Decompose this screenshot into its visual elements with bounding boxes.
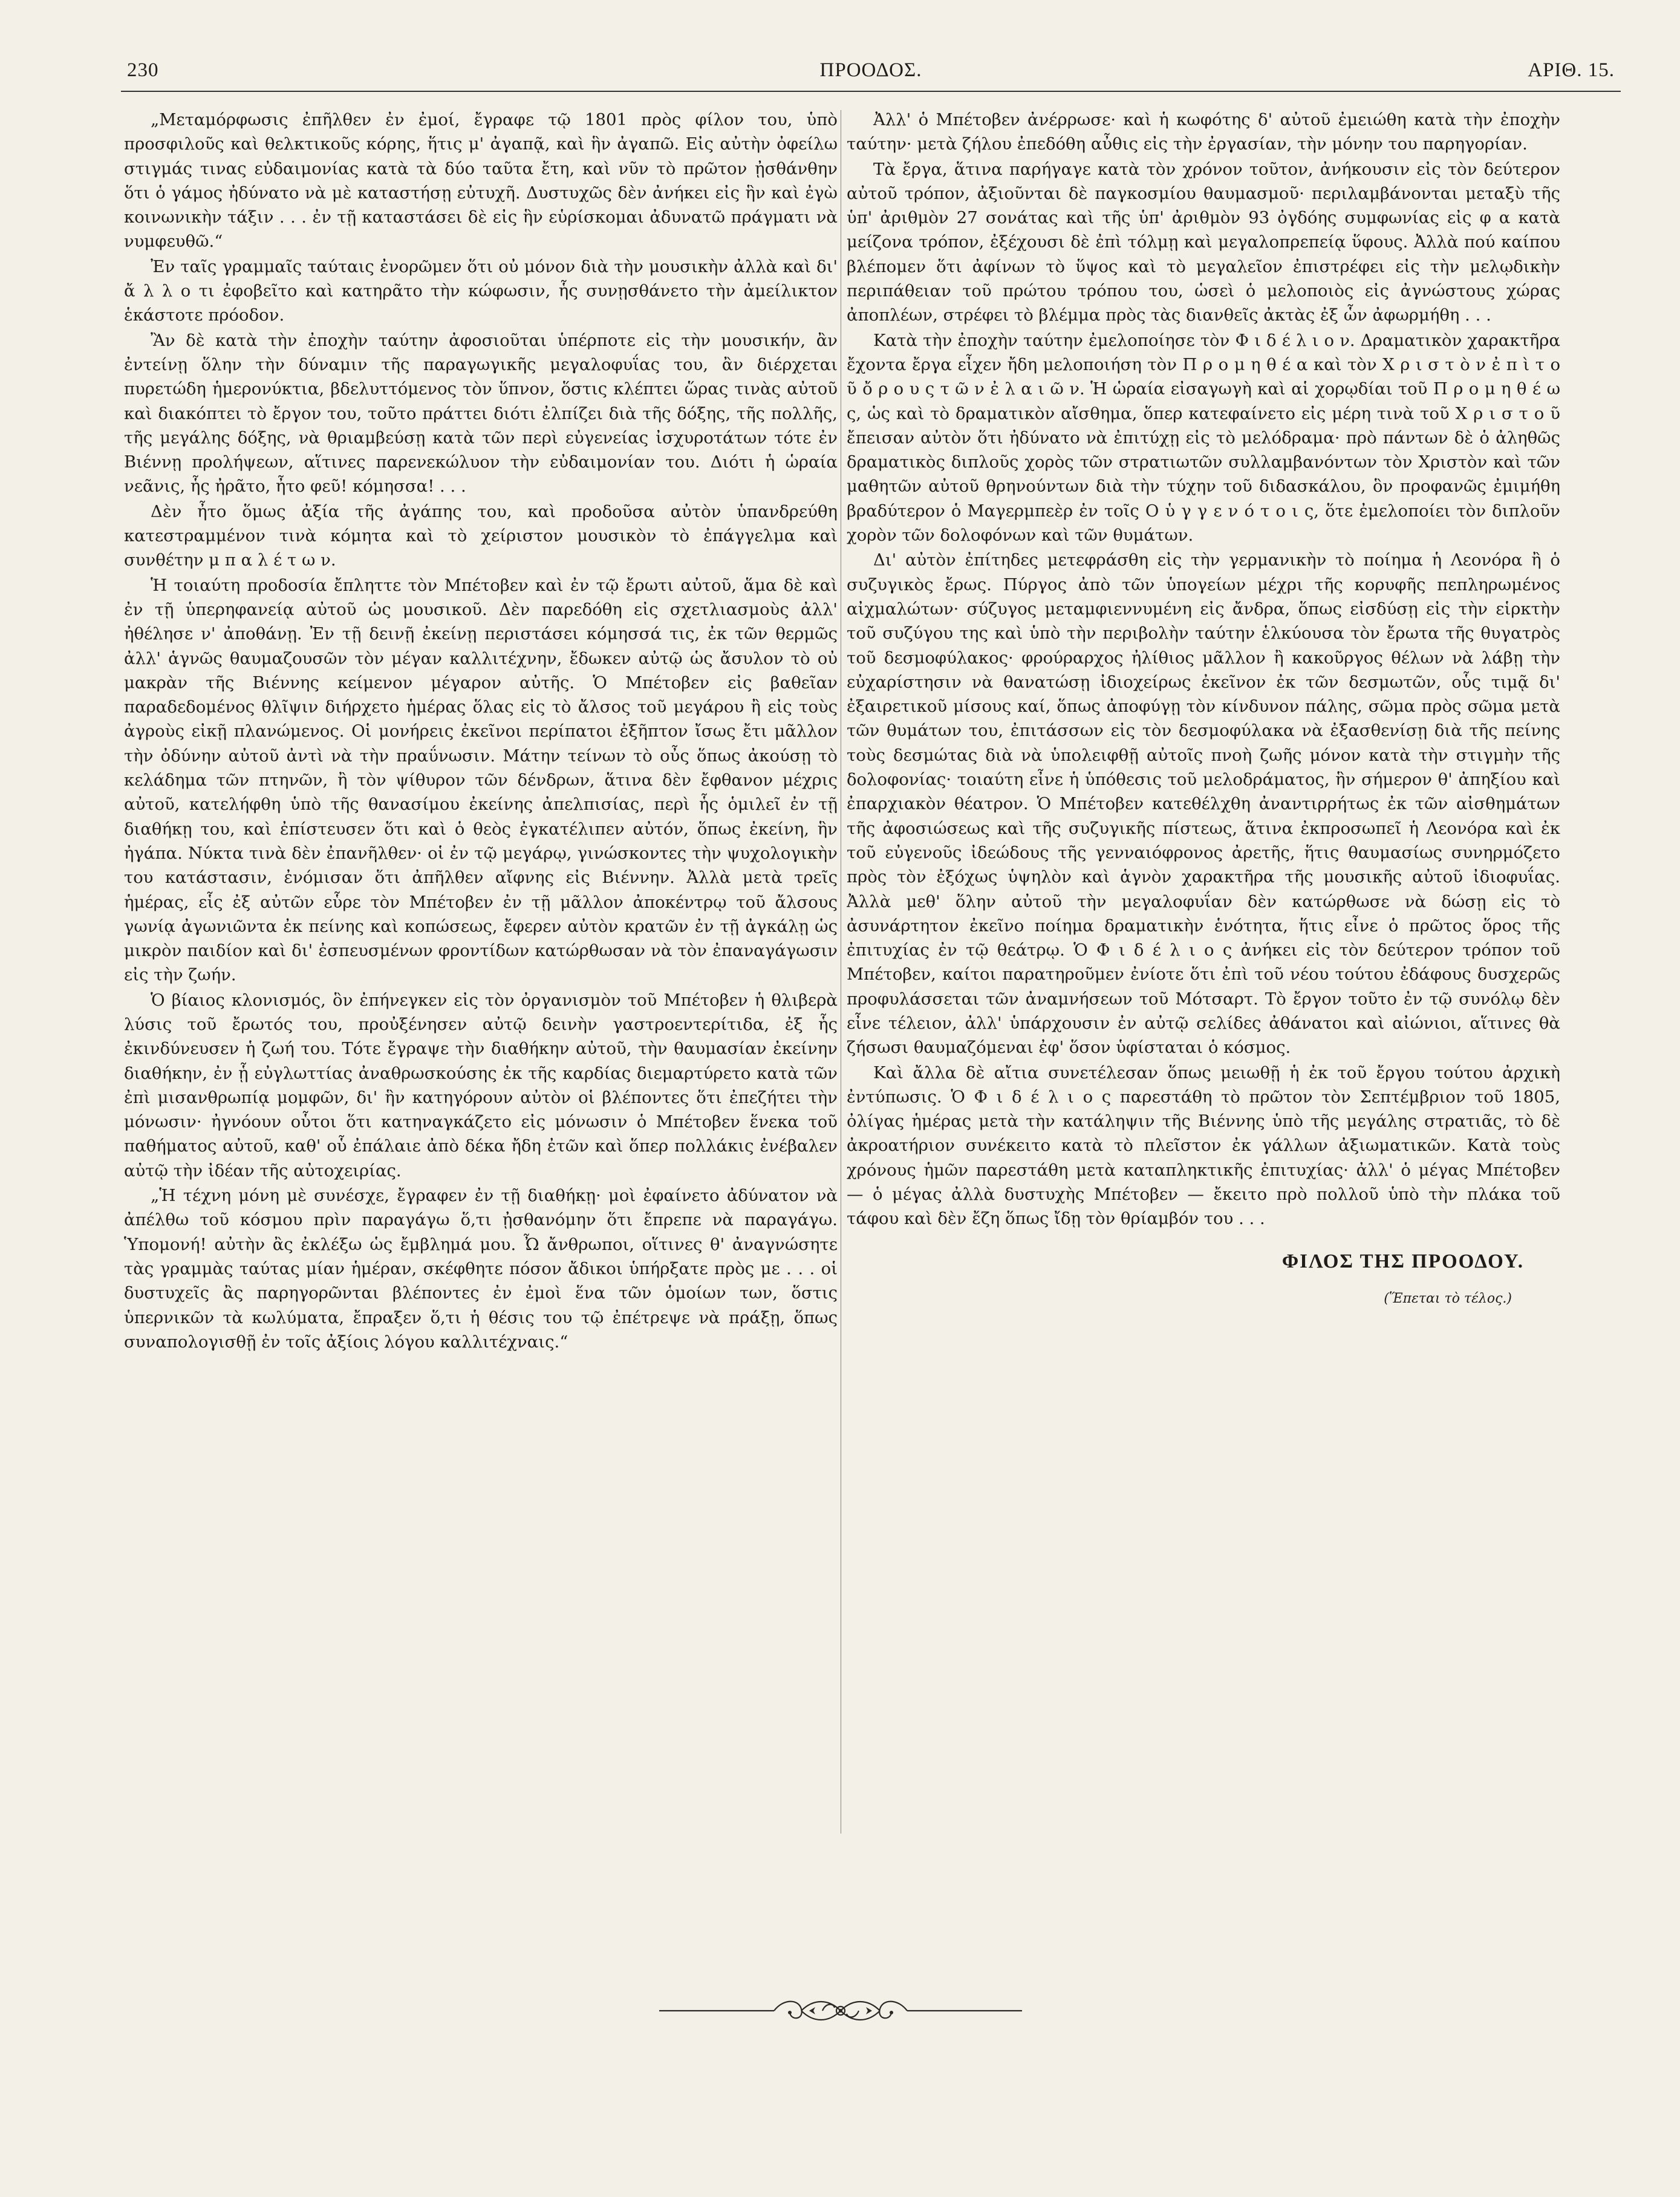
publication-title: ΠΡΟΟΔΟΣ. bbox=[819, 59, 922, 81]
page-header bbox=[121, 56, 1621, 92]
paragraph: „Μεταμόρφωσις ἐπῆλθεν ἐν ἐμοί, ἔγραφε τῷ 1801 πρὸς φίλον του, ὑπὸ προσφιλοῦς καὶ θελκτικοῦς κόρης, ἥτις μ' ἀγαπᾷ, καὶ ἣν ἀγαπῶ. Εἰς αὐτὴν ὀφείλω στιγμάς τινας εὐδαιμονίας κατὰ τὰ δύο ταῦτα ἔτη, καὶ νῦν τὸ πρῶτον ᾐσθάνθην ὅτι ὁ γάμος ἠδύνατο νὰ μὲ καταστήσῃ εὐτυχῆ. Δυστυχῶς δὲν ἀνήκει εἰς ἣν καὶ ἐγὼ κοινωνικὴν τάξιν . . . ἐν τῇ καταστάσει δὲ εἰς ἣν εὑρίσκομαι ἀδυνατῶ πράγματι νὰ νυμφευθῶ.“ bbox=[124, 110, 838, 252]
paragraph: Δι' αὐτὸν ἐπίτηδες μετεφράσθη εἰς τὴν γερμανικὴν τὸ ποίημα ἡ Λεονόρα ἢ ὁ συζυγικὸς ἔρως. Πύργος ἀπὸ τῶν ὑπογείων μέχρι τῆς κορυφῆς πεπληρωμένος αἰχμαλώτων· σύζυγος μεταμφιεννυμένη εἰς ἄνδρα, ὅπως εἰσδύσῃ εἰς τὴν εἱρκτὴν τοῦ συζύγου της καὶ ὑπὸ τὴν περιβολὴν ταύτην ἑλκύουσα τὸν ἔρωτα τῆς θυγατρὸς τοῦ δεσμοφύλακος· φρούραρχος ἠλίθιος μᾶλλον ἢ κακοῦργος θέλων νὰ λάβῃ τὴν εὐχαρίστησιν νὰ θανατώσῃ ἰδιοχείρως ἐκεῖνον ἐκ τῶν δεσμωτῶν, οὗς τιμᾷ δι' ἐξαιρετικοῦ μίσους καί, ὅπως ἀποφύγῃ τὸν κίνδυνον πάλης, σῶμα πρὸς σῶμα μετὰ τῶν θυμάτων του, ἐπιτάσσων εἰς τὸν δεσμοφύλακα νὰ ἐξασθενίσῃ διὰ τῆς πείνης τοὺς δεσμώτας διὰ νὰ ὑπολειφθῇ αὐτοῖς πνοὴ ζωῆς μόνον κατὰ τὴν στιγμὴν τῆς δολοφονίας· τοιαύτη εἶνε ἡ ὑπόθεσις τοῦ μελοδράματος, ἣν σήμερον θ' ἀπηξίου καὶ ἐπαρχιακὸν θέατρον. Ὁ Μπέτοβεν κατεθέλχθη ἀναντιρρήτως ἐκ τῶν αἰσθημάτων τῆς ἀφοσιώσεως καὶ τῆς συζυγικῆς πίστεως, ἅτινα ἐκπροσωπεῖ ἡ Λεονόρα καὶ ἐκ τοῦ εὐγενοῦς ἰδεώδους τῆς γενναιόφρονος ἀρετῆς, ἥτις θαυμασίως συνηρμόζετο πρὸς τὸν ἐξόχως ὑψηλὸν καὶ ἁγνὸν χαρακτῆρα τῆς μουσικῆς αὐτοῦ ἰδιοφυΐας. Ἀλλὰ μεθ' ὅλην αὐτοῦ τὴν μεγαλοφυΐαν δὲν κατώρθωσε νὰ δώσῃ εἰς τὸ ἀσυνάρτητον ἐκεῖνο ποίημα δραματικὴν ἑνότητα, ἥτις εἶνε ὁ πρῶτος ὅρος τῆς ἐπιτυχίας ἐν τῷ θεάτρῳ. Ὁ Φ ι δ έ λ ι ο ς ἀνήκει εἰς τὸν δεύτερον τρόπον τοῦ Μπέτοβεν, καίτοι παρατηροῦμεν ἐνίοτε ὅτι ἐπὶ τοῦ νέου τούτου ἐδάφους δυσχερῶς προφυλάσσεται τῶν ἀναμνήσεων τοῦ Μότσαρτ. Τὸ ἔργον τοῦτο ἐν τῷ συνόλῳ δὲν εἶνε τέλειον, ἀλλ' ὑπάρχουσιν ἐν αὐτῷ σελίδες ἀθάνατοι καὶ αἰώνιοι, αἵτινες θὰ ζήσωσι θαυμαζόμεναι ἐφ' ὅσον ὑφίσταται ὁ κόσμος. bbox=[847, 550, 1560, 1058]
page-number: 230 bbox=[127, 59, 159, 81]
paragraph: Κατὰ τὴν ἐποχὴν ταύτην ἐμελοποίησε τὸν Φ ι δ έ λ ι ο ν. Δραματικὸν χαρακτῆρα ἔχοντα ἔργα εἶχεν ἤδη μελοποιήση τὸν Π ρ ο μ η θ έ α καὶ τὸν Χ ρ ι σ τ ὸ ν ἐ π ὶ τ ο ῦ ὄ ρ ο υ ς τ ῶ ν ἐ λ α ι ῶ ν. Ἡ ὡραία εἰσαγωγὴ καὶ αἱ χορῳδίαι τοῦ Π ρ ο μ η θ έ ω ς, ὡς καὶ τὸ δραματικὸν αἴσθημα, ὅπερ κατεφαίνετο εἰς μέρη τινὰ τοῦ Χ ρ ι σ τ ο ῦ ἔπεισαν αὐτὸν ὅτι ἠδύνατο νὰ ἐπιτύχῃ εἰς τὸ μελόδραμα· πρὸ πάντων δὲ ὁ ἀληθῶς δραματικὸς διπλοῦς χορὸς τῶν στρατιωτῶν συλλαμβανόντων τὸν Χριστὸν καὶ τῶν μαθητῶν αὐτοῦ θρηνούντων διὰ τὴν τύχην τοῦ διδασκάλου, ὃν προφανῶς ἐμιμήθη βραδύτερον ὁ Μαγερμπεὲρ ἐν τοῖς Ο ὑ γ γ ε ν ό τ ο ι ς, ὅτε ἐμελοποίει τὸν διπλοῦν χορὸν τῶν δολοφόνων καὶ τῶν θυμάτων. bbox=[847, 330, 1560, 545]
paragraph: Ὁ βίαιος κλονισμός, ὃν ἐπήνεγκεν εἰς τὸν ὀργανισμὸν τοῦ Μπέτοβεν ἡ θλιβερὰ λύσις τοῦ ἔρωτός του, προὐξένησεν αὐτῷ δεινὴν γαστροεντερίτιδα, ἐξ ἧς ἐκινδύνευσεν ἡ ζωή του. Τότε ἔγραψε τὴν διαθήκην αὐτοῦ, τὴν θαυμασίαν ἐκείνην διαθήκην, ἐν ᾗ εὐγλωττίας ἀναθρωσκούσης ἐκ τῆς καρδίας διεμαρτύρετο κατὰ τῶν ἐπὶ μισανθρωπίᾳ μομφῶν, δι' ἣν κατηγόρουν αὐτὸν οἱ βλέποντες ὅτι ἐπεζήτει τὴν μόνωσιν· ἠγνόουν οὗτοι ὅτι κατηναγκάζετο εἰς μόνωσιν ὁ Μπέτοβεν ἕνεκα τοῦ παθήματος αὐτοῦ, καθ' οὗ ἐπάλαιε ἀπὸ δέκα ἤδη ἐτῶν καὶ ὅπερ πολλάκις ἐνέβαλεν αὐτῷ τὴν ἰδέαν τῆς αὐτοχειρίας. bbox=[124, 990, 838, 1180]
paragraph: Καὶ ἄλλα δὲ αἴτια συνετέλεσαν ὅπως μειωθῇ ἡ ἐκ τοῦ ἔργου τούτου ἀρχικὴ ἐντύπωσις. Ὁ Φ ι δ έ λ ι ο ς παρεστάθη τὸ πρῶτον τὸν Σεπτέμβριον τοῦ 1805, ὀλίγας ἡμέρας μετὰ τὴν κατάληψιν τῆς Βιέννης ὑπὸ τῆς μεγάλης στρατιᾶς, τὸ δὲ ἀκροατήριον συνέκειτο κατὰ τὸ πλεῖστον ἐκ γάλλων ἀξιωματικῶν. Κατὰ τοὺς χρόνους ἡμῶν παρεστάθη μετὰ καταπληκτικῆς ἐπιτυχίας· ἀλλ' ὁ μέγας Μπέτοβεν — ὁ μέγας ἀλλὰ δυστυχὴς Μπέτοβεν — ἔκειτο πρὸ πολλοῦ ὑπὸ τὴν πλάκα τοῦ τάφου καὶ δὲν ἔζη ὅπως ἴδῃ τὸν θρίαμβόν του . . . bbox=[847, 1063, 1560, 1229]
scroll-ornament-icon bbox=[653, 1990, 1028, 2032]
paragraph: Ἀλλ' ὁ Μπέτοβεν ἀνέρρωσε· καὶ ἡ κωφότης δ' αὐτοῦ ἐμειώθη κατὰ τὴν ἐποχὴν ταύτην· μετὰ ζήλου ἐπεδόθη αὖθις εἰς τὴν ἐργασίαν, τὴν μόνην του παρηγορίαν. bbox=[847, 110, 1560, 154]
left-column bbox=[124, 108, 838, 1892]
paragraph: „Ἡ τέχνη μόνη μὲ συνέσχε, ἔγραφεν ἐν τῇ διαθήκῃ· μοὶ ἐφαίνετο ἀδύνατον νὰ ἀπέλθω τοῦ κόσμου πρὶν παραγάγω ὅ,τι ᾐσθανόμην ὅτι ἔπρεπε νὰ παραγάγω. Ὑπομονή! αὐτὴν ἂς ἐκλέξω ὡς ἔμβλημά μου. Ὦ ἄνθρωποι, οἵτινες θ' ἀναγνώσητε τὰς γραμμὰς ταύτας μίαν ἡμέραν, σκέφθητε πόσον ἄδικοι ὑπήρξατε πρὸς με . . . οἱ δυστυχεῖς ἂς παρηγορῶνται βλέποντες ἐν ἐμοὶ ἕνα τῶν ὁμοίων των, ὅστις ὑπερνικῶν τὰ κωλύματα, ἔπραξεν ὅ,τι ἡ θέσις του τῷ ἐπέτρεψε νὰ πράξῃ, ὅπως συναπολογισθῇ ἐν τοῖς ἀξίοις λόγου καλλιτέχναις.“ bbox=[124, 1186, 838, 1352]
paragraph: Τὰ ἔργα, ἅτινα παρήγαγε κατὰ τὸν χρόνον τοῦτον, ἀνήκουσιν εἰς τὸν δεύτερον αὐτοῦ τρόπον, ἀξιοῦνται δὲ παγκοσμίου θαυμασμοῦ· περιλαμβάνονται μεταξὺ τῆς ὑπ' ἀριθμὸν 27 σονάτας καὶ τῆς ὑπ' ἀριθμὸν 93 ὀγδόης συμφωνίας εἰς φ α κατὰ μείζονα τρόπον, ἐξέχουσι δὲ ἐπὶ τόλμῃ καὶ μεγαλοπρεπείᾳ ὕφους. Ἀλλὰ πού καίπου βλέπομεν ὅτι ἀφίνων τὸ ὕψος καὶ τὸ μεγαλεῖον ἐπιστρέφει εἰς τὴν μελῳδικὴν περιπάθειαν τοῦ πρώτου τρόπου του, ὡσεὶ ὁ μελοποιὸς εἰς ἀγνώστους χώρας ἀποπλέων, στρέφει τὸ βλέμμα πρὸς τὰς διανθεῖς ἀκτὰς ἐξ ὧν ἀφωρμήθη . . . bbox=[847, 159, 1560, 325]
paragraph: Ἡ τοιαύτη προδοσία ἔπληττε τὸν Μπέτοβεν καὶ ἐν τῷ ἔρωτι αὐτοῦ, ἅμα δὲ καὶ ἐν τῇ ὑπερηφανείᾳ αὐτοῦ ὡς μουσικοῦ. Δὲν παρεδόθη εἰς σχετλιασμοὺς ἀλλ' ἠθέλησε ν' ἀποθάνῃ. Ἐν τῇ δεινῇ ἐκείνῃ περιστάσει κόμησσά τις, ἐκ τῶν θερμῶς ἀλλ' ἁγνῶς θαυμαζουσῶν τὸν μέγαν καλλιτέχνην, ἔδωκεν αὐτῷ ὡς ἄσυλον τὸ οὐ μακρὰν τῆς Βιέννης κείμενον μέγαρον αὐτῆς. Ὁ Μπέτοβεν εἰς βαθεῖαν παραδεδομένος θλῖψιν διήρχετο ἡμέρας ὅλας εἰς τὸ ἄλσος τοῦ μεγάρου ἢ εἰς τοὺς ἀγροὺς εἰκῇ πλανώμενος. Οἱ μονήρεις ἐκεῖνοι περίπατοι ἐξῆπτον ἴσως ἔτι μᾶλλον τὴν ὀδύνην αὐτοῦ ἀντὶ νὰ τὴν πραΰνωσιν. Μάτην τείνων τὸ οὖς ὅπως ἀκούσῃ τὸ κελάδημα τῶν πτηνῶν, ἢ τὸν ψίθυρον τῶν δένδρων, ἅτινα δὲν ἔφθανον μέχρις αὐτοῦ, κατελήφθη ὑπὸ τῆς θανασίμου ἐκείνης ἀπελπισίας, περὶ ἧς ὁμιλεῖ ἐν τῇ διαθήκῃ του, καὶ ἐπίστευσεν ὅτι καὶ ὁ θεὸς ἐγκατέλιπεν αὐτόν, ὅπως ἐκείνη, ἣν ἠγάπα. Νύκτα τινὰ δὲν ἐπανῆλθεν· οἱ ἐν τῷ μεγάρῳ, γινώσκοντες τὴν ψυχολογικὴν του κατάστασιν, ἐνόμισαν ὅτι ἀπῆλθεν αἴφνης εἰς Βιέννην. Ἀλλὰ μετὰ τρεῖς ἡμέρας, εἷς ἐξ αὐτῶν εὗρε τὸν Μπέτοβεν ἐν τῇ μᾶλλον ἀποκέντρῳ τοῦ ἄλσους γωνίᾳ ἀγωνιῶντα ἐκ πείνης καὶ κοπώσεως, ἔφερεν αὐτὸν κρατῶν ἐν τῇ ἀγκάλῃ ὡς μικρὸν παιδίον καὶ δι' ἐσπευσμένων φροντίδων κατώρθωσαν νὰ τὸν ἐπαναγάγωσιν εἰς τὴν ζωήν. bbox=[124, 575, 838, 985]
header-divider bbox=[121, 91, 1621, 92]
paragraph: Δὲν ἦτο ὅμως ἀξία τῆς ἀγάπης του, καὶ προδοῦσα αὐτὸν ὑπανδρεύθη κατεστραμμένον τινὰ κόμητα καὶ τὸ χείριστον μουσικὸν τὸ ἐπάγγελμα καὶ συνθέτην μ π α λ έ τ ω ν. bbox=[124, 501, 838, 570]
issue-number: ΑΡΙΘ. 15. bbox=[1528, 59, 1615, 81]
author-signature: ΦΙΛΟΣ ΤΗΣ ΠΡΟΟΔΟΥ. bbox=[1281, 1250, 1524, 1272]
right-column bbox=[847, 108, 1560, 1892]
paragraph: Ἂν δὲ κατὰ τὴν ἐποχὴν ταύτην ἀφοσιοῦται ὑπέρποτε εἰς τὴν μουσικήν, ἂν ἐντείνῃ ὅλην τὴν δύναμιν τῆς παραγωγικῆς μεγαλοφυΐας του, ἂν διέρχεται πυρετώδη ἡμερονύκτια, βδελυττόμενος τὸν ὕπνον, ὅστις κλέπτει ὥρας τινὰς αὐτοῦ καὶ διακόπτει τὸ ἔργον του, τοῦτο πράττει διότι ἐλπίζει διὰ τῆς δόξης, τῆς πολλῆς, τῆς μεγάλης δόξης, νὰ θριαμβεύσῃ κατὰ τῶν περὶ εὐγενείας ἰσχυροτάτων τότε ἐν Βιέννῃ προλήψεων, αἵτινες παρενεκώλυον τὴν εὐδαιμονίαν του. Διότι ἡ ὡραία νεᾶνις, ἧς ἠρᾶτο, ἦτο φεῦ! κόμησσα! . . . bbox=[124, 330, 838, 496]
paragraph: Ἐν ταῖς γραμμαῖς ταύταις ἐνορῶμεν ὅτι οὐ μόνον διὰ τὴν μουσικὴν ἀλλὰ καὶ δι' ἄ λ λ ο τι ἐφοβεῖτο καὶ κατηρᾶτο τὴν κώφωσιν, ἧς συνῃσθάνετο τὴν ἀμείλικτον ἑκάστοτε πρόοδον. bbox=[124, 256, 838, 325]
continued-note: (Ἕπεται τὸ τέλος.) bbox=[1384, 1291, 1512, 1306]
